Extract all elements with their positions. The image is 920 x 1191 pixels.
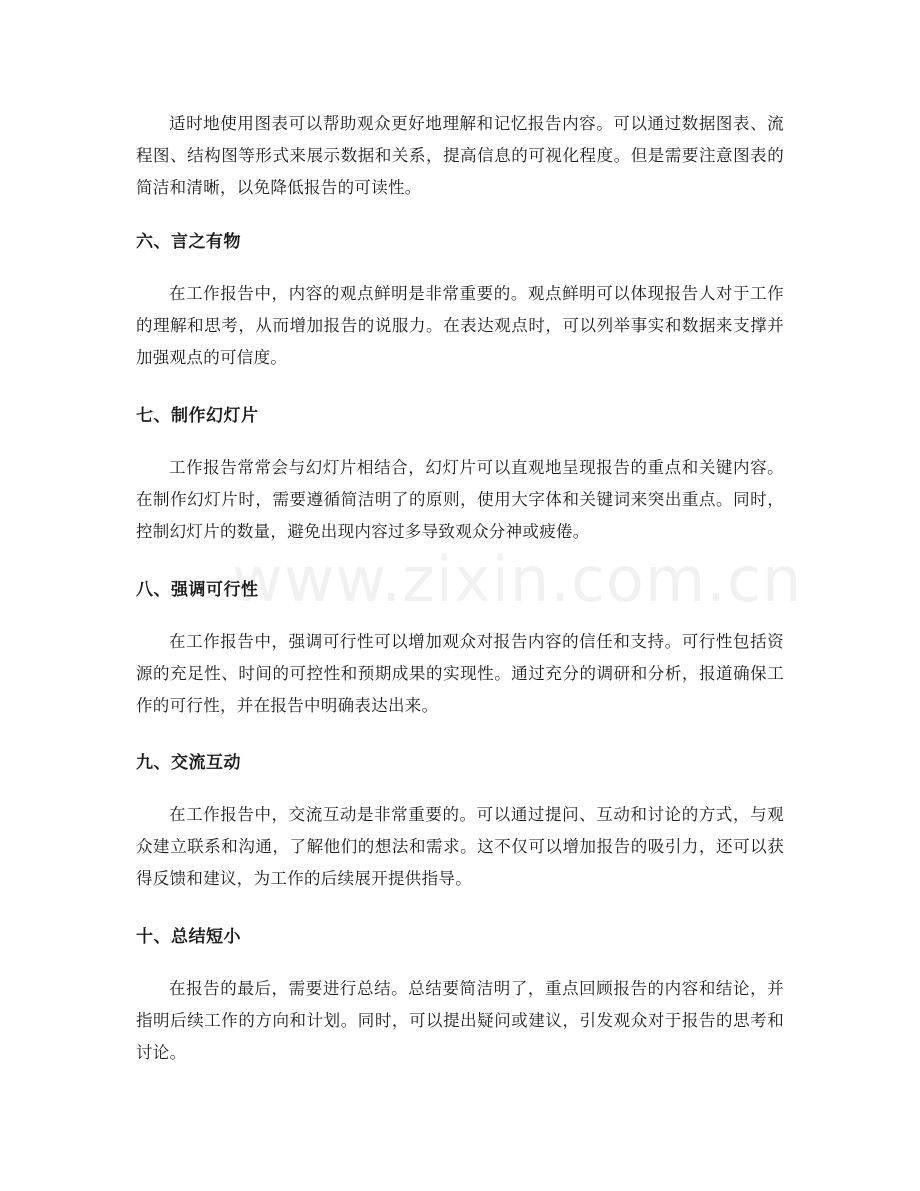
intro-paragraph: 适时地使用图表可以帮助观众更好地理解和记忆报告内容。可以通过数据图表、流程图、结构图等形式来展示数据和关系，提高信息的可视化程度。但是需要注意图表的简洁和清晰，以免降低报告的可读性。: [136, 114, 784, 197]
section-paragraph-10: 在报告的最后，需要进行总结。总结要简洁明了，重点回顾报告的内容和结论，并指明后续工作的方向和计划。同时，可以提出疑问或建议，引发观众对于报告的思考和讨论。: [136, 979, 784, 1062]
section-heading-9: 九、交流互动: [136, 753, 241, 773]
section-paragraph-7: 工作报告常常会与幻灯片相结合，幻灯片可以直观地呈现报告的重点和关键内容。在制作幻灯片时，需要遵循简洁明了的原则，使用大字体和关键词来突出重点。同时，控制幻灯片的数量，避免出现内容过多导致观众分神或疲倦。: [136, 458, 784, 541]
section-heading-8: 八、强调可行性: [136, 580, 259, 600]
section-paragraph-8: 在工作报告中，强调可行性可以增加观众对报告内容的信任和支持。可行性包括资源的充足性、时间的可控性和预期成果的实现性。通过充分的调研和分析，报道确保工作的可行性，并在报告中明确表达出来。: [136, 632, 784, 715]
section-heading-7: 七、制作幻灯片: [136, 406, 259, 426]
watermark-text: www.zixin.com.cn: [232, 543, 803, 616]
section-heading-6: 六、言之有物: [136, 232, 241, 252]
section-paragraph-9: 在工作报告中，交流互动是非常重要的。可以通过提问、互动和讨论的方式，与观众建立联系和沟通，了解他们的想法和需求。这不仅可以增加报告的吸引力，还可以获得反馈和建议，为工作的后续展开提供指导。: [136, 805, 784, 888]
section-paragraph-6: 在工作报告中，内容的观点鲜明是非常重要的。观点鲜明可以体现报告人对于工作的理解和思考，从而增加报告的说服力。在表达观点时，可以列举事实和数据来支撑并加强观点的可信度。: [136, 284, 784, 367]
section-heading-10: 十、总结短小: [136, 927, 241, 947]
